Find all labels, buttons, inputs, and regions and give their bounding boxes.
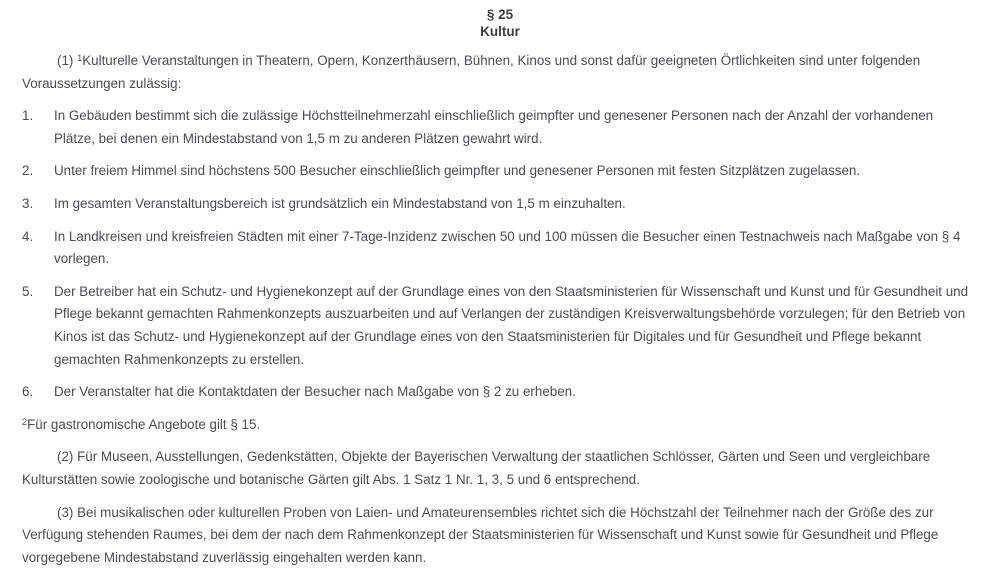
paragraph-3-marker: (3) [57, 505, 73, 520]
list-item [22, 105, 990, 150]
list-item [22, 193, 990, 216]
list-item-marker: 6. [22, 381, 44, 404]
list-item [22, 381, 990, 404]
list-item [22, 160, 990, 183]
list-item-text: Im gesamten Veranstaltungsbereich ist grundsätzlich ein Mindestabstand von 1,5 m einzuhalten. [54, 193, 976, 216]
paragraph-2-marker: (2) [57, 449, 73, 464]
sentence-2-superscript: 2 [22, 417, 27, 427]
sentence-2-text: Für gastronomische Angebote gilt § 15. [27, 417, 260, 432]
numbered-list [22, 105, 990, 404]
list-item [22, 226, 990, 271]
section-title: Kultur [22, 23, 978, 40]
paragraph-1 [22, 50, 990, 95]
list-item-text: Unter freiem Himmel sind höchstens 500 Besucher einschließlich geimpfter und genesener Personen mit festen Sitzplätzen zugelassen. [54, 160, 976, 183]
paragraph-2-text: Für Museen, Ausstellungen, Gedenkstätten, Objekte der Bayerischen Verwaltung der staatlichen Schlösser, Gärten und Seen und vergleichbare Kulturstätten sowie zoologische und botanische Gärten gilt Abs. 1 Satz 1 Nr. 1, 3, 5 und 6 entsprechend. [22, 449, 930, 487]
list-item-marker: 1. [22, 105, 44, 128]
paragraph-1-text: Kulturelle Veranstaltungen in Theatern, Opern, Konzerthäusern, Bühnen, Kinos und sonst dafür geeigneten Örtlichkeiten sind unter folgenden Voraussetzungen zulässig: [22, 53, 920, 91]
list-item-text: Der Veranstalter hat die Kontaktdaten der Besucher nach Maßgabe von § 2 zu erheben. [54, 381, 976, 404]
paragraph-2 [22, 446, 990, 491]
section-number: § 25 [22, 6, 978, 23]
list-item [22, 281, 990, 371]
list-item-marker: 3. [22, 193, 44, 216]
list-item-text: In Gebäuden bestimmt sich die zulässige Höchstteilnehmerzahl einschließlich geimpfter und genesener Personen nach der Anzahl der vorhandenen Plätze, bei denen ein Mindestabstand von 1,5 m zu anderen Plätzen gewahrt wird. [54, 105, 976, 150]
paragraph-1-sentence-2 [22, 414, 990, 437]
paragraph-3 [22, 502, 990, 569]
paragraph-1-marker: (1) [57, 53, 73, 68]
sentence-1-superscript: 1 [77, 53, 82, 63]
list-item-marker: 4. [22, 226, 44, 249]
list-item-marker: 2. [22, 160, 44, 183]
list-item-text: Der Betreiber hat ein Schutz- und Hygienekonzept auf der Grundlage eines von den Staatsministerien für Wissenschaft und Kunst und für Gesundheit und Pflege bekannt gemachten Rahmenkonzepts auszuarbeiten und auf Verlangen der zuständigen Kreisverwaltungsbehörde vorzulegen; für den Betrieb von Kinos ist das Schutz- und Hygienekonzept auf der Grundlage eines von den Staatsministerien für Digitales und für Gesundheit und Pflege bekannt gemachten Rahmenkonzepts zu erstellen. [54, 281, 976, 371]
list-item-marker: 5. [22, 281, 44, 304]
paragraph-3-text: Bei musikalischen oder kulturellen Proben von Laien- und Amateurensembles richtet sich die Höchstzahl der Teilnehmer nach der Größe des zur Verfügung stehenden Raumes, bei dem der nach dem Rahmenkonzept der Staatsministerien für Wissenschaft und Kunst sowie für Gesundheit und Pflege vorgegebene Mindestabstand zuverlässig eingehalten werden kann. [22, 505, 938, 565]
list-item-text: In Landkreisen und kreisfreien Städten mit einer 7-Tage-Inzidenz zwischen 50 und 100 müssen die Besucher einen Testnachweis nach Maßgabe von § 4 vorlegen. [54, 226, 976, 271]
page-title [22, 6, 990, 40]
